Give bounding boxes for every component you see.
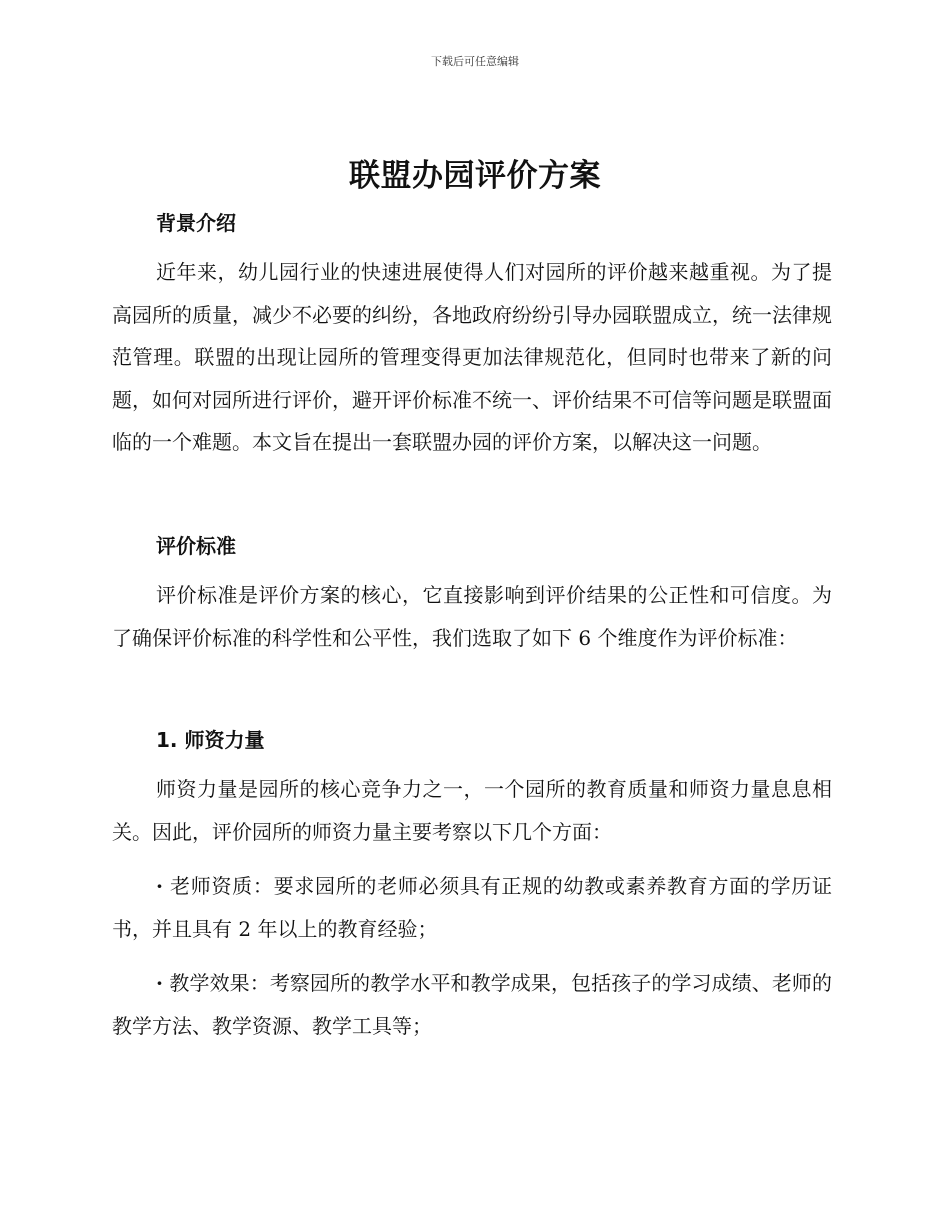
bullet-item-qualification	[112, 865, 832, 950]
paragraph-teachers: 师资力量是园所的核心竞争力之一，一个园所的教育质量和师资力量息息相关。因此，评价园所的师资力量主要考察以下几个方面：	[112, 777, 832, 844]
bullet-item-teaching-effect	[112, 962, 832, 1047]
document-title: 联盟办园评价方案	[349, 158, 601, 194]
header-note: 下载后可任意编辑	[431, 55, 519, 68]
bullet-mark: ·	[156, 874, 163, 898]
paragraph-criteria: 评价标准是评价方案的核心，它直接影响到评价结果的公正性和可信度。为了确保评价标准的科学性和公平性，我们选取了如下 6 个维度作为评价标准：	[112, 583, 832, 650]
section-heading-teachers: 1. 师资力量	[156, 728, 265, 752]
section-heading-criteria: 评价标准	[156, 534, 236, 558]
section-heading-background: 背景介绍	[156, 211, 236, 235]
bullet-text: 老师资质：要求园所的老师必须具有正规的幼教或素养教育方面的学历证书，并且具有 2 年以上的教育经验；	[112, 874, 833, 941]
bullet-mark: ·	[156, 971, 163, 995]
bullet-text: 教学效果：考察园所的教学水平和教学成果，包括孩子的学习成绩、老师的教学方法、教学资源、教学工具等；	[112, 971, 833, 1038]
paragraph-background: 近年来，幼儿园行业的快速进展使得人们对园所的评价越来越重视。为了提高园所的质量，减少不必要的纠纷，各地政府纷纷引导办园联盟成立，统一法律规范管理。联盟的出现让园所的管理变得更加法律规范化，但同时也带来了新的问题，如何对园所进行评价，避开评价标准不统一、评价结果不可信等问题是联盟面临的一个难题。本文旨在提出一套联盟办园的评价方案，以解决这一问题。	[112, 260, 832, 454]
